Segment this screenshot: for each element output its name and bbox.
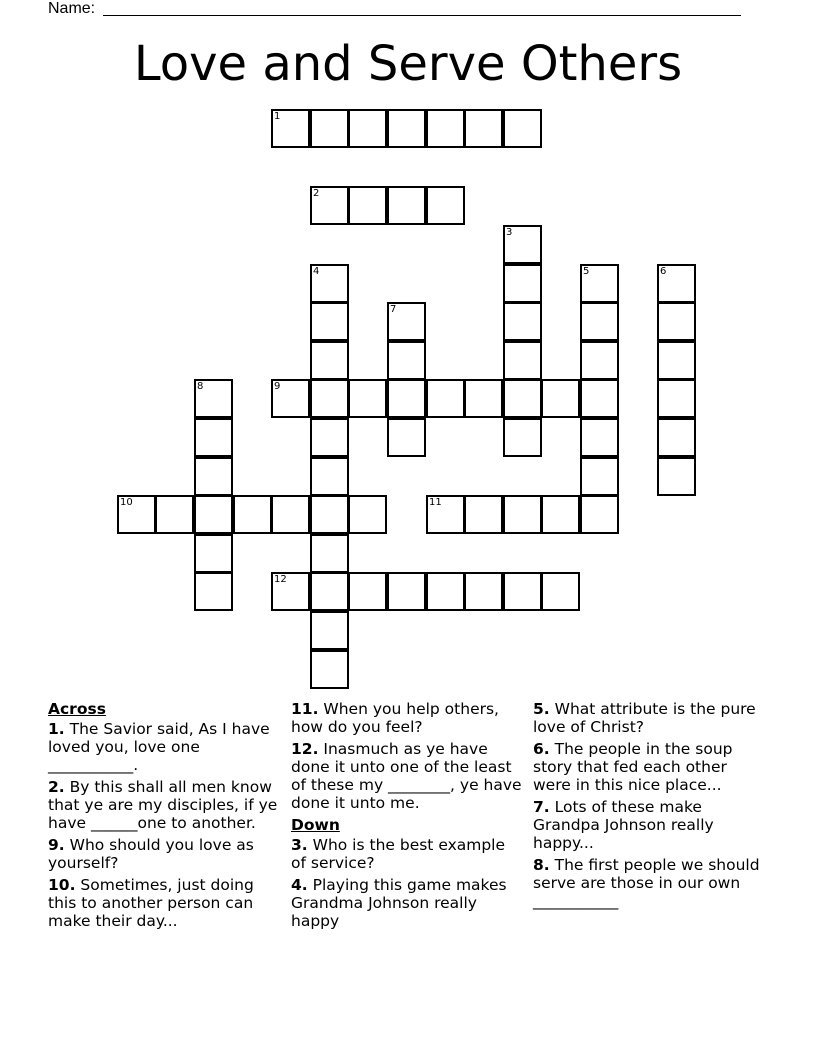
crossword-cell[interactable] — [580, 418, 619, 457]
clue-number: 9. — [48, 836, 65, 854]
clue-text: Sometimes, just doing this to another person can make their day... — [48, 876, 254, 930]
crossword-cell[interactable] — [426, 572, 465, 611]
crossword-cell[interactable] — [348, 186, 387, 225]
crossword-cell[interactable] — [271, 495, 310, 534]
crossword-cell[interactable] — [348, 572, 387, 611]
crossword-cell[interactable] — [503, 225, 542, 264]
crossword-cell[interactable] — [194, 418, 233, 457]
crossword-cell[interactable] — [310, 418, 349, 457]
crossword-cell[interactable] — [387, 109, 426, 148]
crossword-cell[interactable] — [310, 109, 349, 148]
clue-across-12 — [291, 740, 523, 812]
crossword-cell[interactable] — [194, 457, 233, 496]
crossword-cell[interactable] — [503, 379, 542, 418]
crossword-cell[interactable] — [657, 302, 696, 341]
clue-number: 8. — [533, 856, 550, 874]
crossword-cell[interactable] — [155, 495, 194, 534]
clues-column-2 — [291, 700, 523, 934]
crossword-cell[interactable] — [310, 264, 349, 303]
crossword-cell[interactable] — [271, 109, 310, 148]
clue-across-11 — [291, 700, 523, 736]
crossword-cell[interactable] — [387, 572, 426, 611]
crossword-cell[interactable] — [348, 495, 387, 534]
crossword-cell[interactable] — [464, 379, 503, 418]
clue-text: Who is the best example of service? — [291, 836, 506, 872]
crossword-cell[interactable] — [580, 302, 619, 341]
crossword-cell[interactable] — [271, 379, 310, 418]
across-heading: Across — [48, 700, 106, 718]
clue-text: The Savior said, As I have loved you, love one ___________. — [48, 720, 270, 774]
crossword-cell[interactable] — [464, 109, 503, 148]
clue-text: When you help others, how do you feel? — [291, 700, 499, 736]
clue-number-label: 6 — [660, 266, 667, 277]
crossword-cell[interactable] — [310, 572, 349, 611]
clue-number-label: 7 — [390, 304, 397, 315]
clue-down-6 — [533, 740, 765, 794]
crossword-cell[interactable] — [503, 264, 542, 303]
clue-number: 11. — [291, 700, 319, 718]
crossword-cell[interactable] — [310, 495, 349, 534]
clue-down-5 — [533, 700, 765, 736]
clue-number-label: 11 — [429, 497, 442, 508]
clue-down-4 — [291, 876, 523, 930]
clue-down-7 — [533, 798, 765, 852]
clue-across-9 — [48, 836, 280, 872]
crossword-cell[interactable] — [503, 341, 542, 380]
clue-text: Inasmuch as ye have done it unto one of the least of these my ________, ye have done it unto me. — [291, 740, 522, 812]
crossword-cell[interactable] — [348, 379, 387, 418]
clue-text: Playing this game makes Grandma Johnson really happy — [291, 876, 507, 930]
clue-number: 12. — [291, 740, 319, 758]
clues-column-1 — [48, 700, 280, 934]
clue-number-label: 3 — [506, 227, 513, 238]
crossword-cell[interactable] — [503, 302, 542, 341]
crossword-cell[interactable] — [657, 379, 696, 418]
crossword-cell[interactable] — [503, 109, 542, 148]
crossword-cell[interactable] — [464, 495, 503, 534]
crossword-cell[interactable] — [310, 534, 349, 573]
crossword-cell[interactable] — [387, 186, 426, 225]
crossword-cell[interactable] — [194, 572, 233, 611]
crossword-cell[interactable] — [657, 418, 696, 457]
clue-text: By this shall all men know that ye are my disciples, if ye have ______one to another. — [48, 778, 278, 832]
crossword-cell[interactable] — [194, 379, 233, 418]
crossword-cell[interactable] — [426, 379, 465, 418]
clue-number: 3. — [291, 836, 308, 854]
crossword-cell[interactable] — [310, 186, 349, 225]
crossword-cell[interactable] — [194, 495, 233, 534]
crossword-cell[interactable] — [541, 572, 580, 611]
crossword-cell[interactable] — [503, 572, 542, 611]
crossword-cell[interactable] — [580, 341, 619, 380]
crossword-cell[interactable] — [387, 341, 426, 380]
crossword-cell[interactable] — [503, 418, 542, 457]
crossword-cell[interactable] — [541, 495, 580, 534]
clue-across-10 — [48, 876, 280, 930]
crossword-cell[interactable] — [426, 495, 465, 534]
clue-number-label: 5 — [583, 266, 590, 277]
clue-number: 6. — [533, 740, 550, 758]
clue-number: 7. — [533, 798, 550, 816]
clue-number-label: 8 — [197, 381, 204, 392]
crossword-cell[interactable] — [580, 495, 619, 534]
crossword-cell[interactable] — [503, 495, 542, 534]
crossword-cell[interactable] — [657, 264, 696, 303]
crossword-cell[interactable] — [233, 495, 272, 534]
page-title: Love and Serve Others — [133, 36, 683, 92]
clue-down-3 — [291, 836, 523, 872]
clue-number: 5. — [533, 700, 550, 718]
clue-number-label: 9 — [274, 381, 281, 392]
crossword-cell[interactable] — [194, 534, 233, 573]
clue-text: The first people we should serve are those in our own ___________ — [533, 856, 760, 910]
crossword-cell[interactable] — [541, 379, 580, 418]
clues-column-3 — [533, 700, 765, 914]
clue-number: 2. — [48, 778, 65, 796]
crossword-cell[interactable] — [657, 457, 696, 496]
clue-number: 1. — [48, 720, 65, 738]
crossword-cell[interactable] — [310, 341, 349, 380]
crossword-cell[interactable] — [426, 186, 465, 225]
crossword-cell[interactable] — [387, 302, 426, 341]
crossword-cell[interactable] — [464, 572, 503, 611]
name-label: Name: — [48, 0, 96, 17]
clue-across-2 — [48, 778, 280, 832]
crossword-cell[interactable] — [271, 572, 310, 611]
crossword-cell[interactable] — [348, 109, 387, 148]
crossword-cell[interactable] — [310, 379, 349, 418]
crossword-cell[interactable] — [580, 457, 619, 496]
clue-text: Lots of these make Grandpa Johnson really happy... — [533, 798, 714, 852]
crossword-cell[interactable] — [310, 611, 349, 650]
crossword-cell[interactable] — [426, 109, 465, 148]
crossword-cell[interactable] — [117, 495, 156, 534]
crossword-cell[interactable] — [580, 379, 619, 418]
crossword-cell[interactable] — [387, 379, 426, 418]
clue-number-label: 12 — [274, 574, 287, 585]
crossword-cell[interactable] — [310, 650, 349, 689]
clue-across-1 — [48, 720, 280, 774]
crossword-cell[interactable] — [657, 341, 696, 380]
clue-number: 10. — [48, 876, 76, 894]
crossword-cell[interactable] — [310, 302, 349, 341]
clue-text: Who should you love as yourself? — [48, 836, 254, 872]
clue-text: The people in the soup story that fed each other were in this nice place... — [533, 740, 733, 794]
clue-number: 4. — [291, 876, 308, 894]
down-heading: Down — [291, 816, 340, 834]
clue-down-8 — [533, 856, 765, 910]
clue-number-label: 4 — [313, 266, 320, 277]
clue-text: What attribute is the pure love of Christ? — [533, 700, 756, 736]
clue-number-label: 2 — [313, 188, 320, 199]
clue-number-label: 1 — [274, 111, 281, 122]
crossword-cell[interactable] — [310, 457, 349, 496]
crossword-cell[interactable] — [387, 418, 426, 457]
clue-number-label: 10 — [120, 497, 133, 508]
crossword-cell[interactable] — [580, 264, 619, 303]
